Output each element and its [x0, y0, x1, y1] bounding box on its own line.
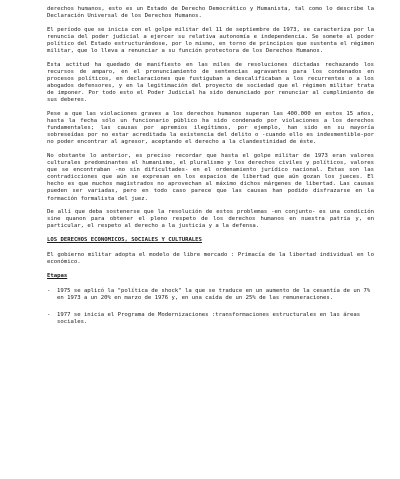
- stages-subheading: Etapas: [47, 272, 68, 279]
- paragraph-intro-continuation: derechos humanos, esto es un Estado de Derecho Democrático y Humanista, tal como lo describe la Declaración Universal de los Derechos Humanos.: [47, 6, 374, 20]
- list-dash: -: [47, 312, 51, 319]
- list-item-1975: [47, 288, 374, 302]
- paragraph-free-market: El gobierno militar adopta el modelo de libre mercado : Primacía de la libertad individual en lo económico.: [47, 252, 374, 266]
- paragraph-violations-count: Pese a que las violaciones graves a los derechos humanos superan las 400.000 en estos 15 años, hasta la fecha sólo un funcionario público ha sido condenado por violaciones a los derechos fundamentales; las causas por apremios ilegítimos, por ejemplo, han sido en su mayoría sobreseídas por no estar acreditada la existencia del delito o -cuando ello es indesmentible-por no poder encontrar al agresor, aceptando el derecho a la clandestinidad de éste.: [47, 110, 374, 146]
- paragraph-justice-condition: De allí que deba sostenerse que la resolución de estos problemas -en conjunto- es una condición sine quanon para obtener el pleno respeto de los derechos humanos en nuestra patria y, en particular, el respeto al derecho a la justicia y a la defensa.: [47, 209, 374, 230]
- section-heading: LOS DERECHOS ECONOMICOS, SOCIALES Y CULTURALES: [47, 237, 202, 244]
- paragraph-cultural-values: No obstante lo anterior, es preciso recordar que hasta el golpe militar de 1973 eran valores culturales predominantes el humanismo, el pluralismo y los derechos civiles y políticos, valores que se encontraban -no sin dificultades- en el ordenamiento jurídico nacional. Estas son las contradicciones que aún se expresan en los espacios de libertad que aún gozan los jueces. El hecho es que muchos magistrados no aprovechan al máximo dichos márgenes de libertad. Las causas pueden ser variadas, pero en todo caso parece que las causas han podido disfrazarse en la formación formalista del juez.: [47, 152, 374, 202]
- paragraph-military-coup-period: El período que se inicia con el golpe militar del 11 de septiembre de 1973, se caracteriza por la renuncia del poder judicial a ejercer su relativa autonomía e independencia. Se somete al poder político del Estado estructurándose, por lo mismo, en torno de principios que sustenta el régimen militar, que lo lleva a renunciar a su función protectora de los Derechos Humanos.: [47, 26, 374, 55]
- list-item-text: 1975 se aplicó la "política de shock" la que se traduce en un aumento de la cesantía de un 7% en 1973 a un 20% en marzo de 1976 y, en una caída de un 25% de las remuneraciones.: [57, 288, 371, 302]
- list-dash: -: [47, 288, 51, 295]
- paragraph-judicial-attitude: Esta actitud ha quedado de manifiesto en las miles de resoluciones dictadas rechazando los recursos de amparo, en el pronunciamiento de sentencias agravantes para los condenados en procesos políticos, en declaraciones que fustiguban a descalificaban a los recurrentes o a los abogados defensores, y en la legitimación del proyecto de sociedad que el régimen militar trata de imponer. Por todo esto el Poder Judicial ha sido denunciado por renunciar al cumplimiento de sus deberes.: [47, 61, 374, 104]
- list-item-1977: [47, 312, 374, 326]
- list-item-text: 1977 se inicia el Programa de Modernizaciones :transformaciones estructurales en las áreas sociales.: [57, 312, 361, 326]
